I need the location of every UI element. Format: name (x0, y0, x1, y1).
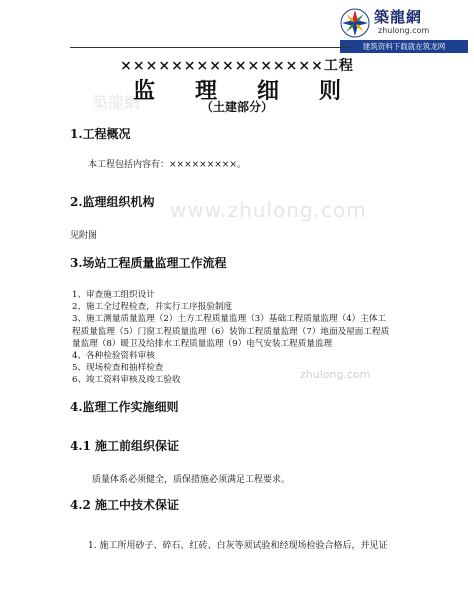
list-item: 2、施工全过程检查，并实行工序报验制度 (72, 302, 233, 313)
section-3-heading: 3.场站工程质量监理工作流程 (70, 256, 227, 270)
list-item: 4、各种检验资料审核 (72, 351, 155, 362)
list-item: 3、施工测量质量监理（2）土方工程质量监理（3）基础工程质量监理（4）主体工程质量监理（5）门窗工程质量监理（6）装饰工程质量监理（7）地面及屋面工程质量监理（8）暖卫及给排水工程质量监理（9）电气安装工程质量监理 (72, 314, 390, 349)
snowflake-logo-icon (340, 8, 370, 38)
section-4-1-heading: 4.1 施工前组织保证 (70, 439, 180, 453)
section-4-1-text: 质量体系必须健全，质保措施必须满足工程要求。 (92, 475, 291, 485)
main-title-char: 则 (319, 78, 342, 104)
section-4-2-heading: 4.2 施工中技术保证 (70, 498, 180, 512)
list-item: 1、审查施工组织设计 (72, 290, 155, 300)
header-divider (70, 47, 350, 48)
logo-name: 築龍網 (374, 8, 423, 26)
zhulong-logo (340, 4, 468, 54)
main-title-char: 细 (257, 78, 280, 104)
section-2-heading: 2.监理组织机构 (70, 195, 155, 209)
document-subtitle: （土建部分） (200, 100, 273, 114)
document-title: ××××××××××××××××工程 (120, 58, 354, 74)
watermark-center: www.zhulong.com (170, 198, 367, 222)
main-title-char: 监 (132, 78, 155, 104)
section-1-text: 本工程包括内容有：×××××××××。 (88, 160, 246, 170)
workflow-list (72, 289, 390, 387)
section-1-heading: 1.工程概况 (70, 127, 131, 141)
list-item: 6、竣工资料审核及竣工验收 (72, 375, 181, 386)
logo-site: zhulong.com (378, 26, 430, 35)
watermark-right: zhulong.com (300, 368, 371, 381)
section-4-heading: 4.监理工作实施细则 (70, 400, 179, 414)
section-4-2-text: 1. 施工所用砂子、碎石、红砖、白灰等须试验和经现场检验合格后，并见证 (88, 541, 388, 551)
main-title-char: 理 (194, 78, 217, 104)
watermark-top: 築龍網 (92, 93, 141, 112)
list-item: 5、现场检查和抽样检查 (72, 363, 164, 374)
logo-tagline: 建筑资料下载就在筑龙网 (340, 40, 468, 53)
section-2-text: 见附图 (70, 231, 98, 241)
